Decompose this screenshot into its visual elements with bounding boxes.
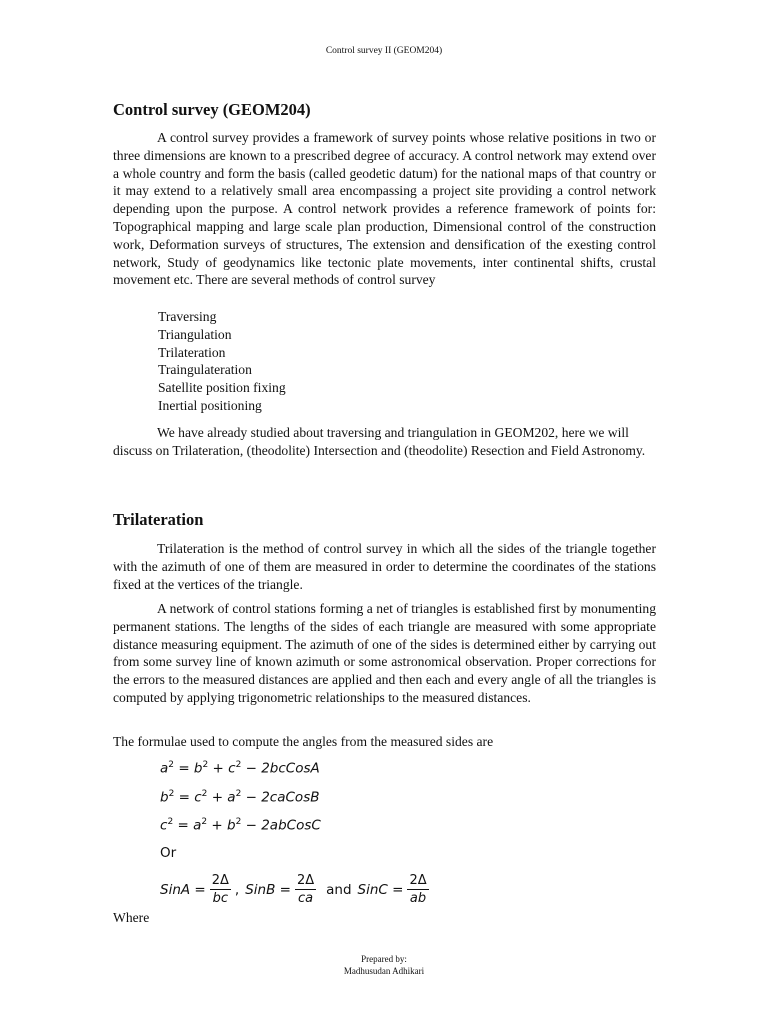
cosine-rule-c: $c^2 = a^2 + b^2$ − 2abCosC bbox=[160, 817, 321, 834]
footer-prepared-by: Prepared by: bbox=[361, 954, 407, 964]
list-item: Satellite position fixing bbox=[158, 380, 286, 396]
sine-formula: SinA = $\frac{2\Delta}{bc}$ , SinB = $\frac{2\Delta}{ca}$ and SinC = $\frac{2\Delta}{ab}$ bbox=[160, 873, 427, 906]
section-title-trilateration: Trilateration bbox=[113, 510, 204, 529]
fraction: $\frac{2\Delta}{bc}$ bbox=[211, 873, 229, 906]
cosine-rule-b: $b^2 = c^2 + a^2$ − 2caCosB bbox=[160, 789, 320, 806]
or-label: Or bbox=[160, 845, 177, 861]
where-label: Where bbox=[113, 910, 150, 925]
intro-paragraph: A control survey provides a framework of survey points whose relative positions in two or three dimensions are known to a prescribed degree of accuracy. A control network may extend over a whole country and form the basis (called geodetic datum) for the national maps of that country or it may extend to a relatively small area encompassing a project site providing a control network depending upon the purpose. A control network provides a reference framework of points for: Topographical mapping and large scale plan production, Dimensional control of the construction work, Deformation surveys of structures, The extension and densification of the exesting control network, Study of geodynamics like tectonic plate movements, inter continental shifts, crustal movement etc. There are several methods of control survey bbox=[113, 130, 656, 288]
fraction: $\frac{2\Delta}{ca}$ bbox=[296, 873, 315, 906]
trilateration-definition: Trilateration is the method of control survey in which all the sides of the triangle together with the azimuth of one of them are measured in order to determine the coordinates of the stations fixed at the vertices of the triangle. bbox=[113, 541, 656, 592]
fraction: $\frac{2\Delta}{ab}$ bbox=[409, 873, 427, 906]
scope-paragraph: We have already studied about traversing and triangulation in GEOM202, here we will discuss on Trilateration, (theodolite) Intersection and (theodolite) Resection and Field Astronomy. bbox=[113, 425, 646, 458]
network-paragraph: A network of control stations forming a net of triangles is established first by monumenting permanent stations. The lengths of the sides of each triangle are measured with some appropriate distance measuring equipment. The azimuth of one of the sides is determined either by carrying out from some survey line of known azimuth or some astronomical observation. Proper corrections for the errors to the measured distances are applied and then each and every angle of all the triangles is computed by applying trigonometric relationships to the measured distances. bbox=[113, 601, 656, 705]
list-item: Traingulateration bbox=[158, 362, 252, 378]
cosine-rule-a: $a^2 = b^2 + c^2$ − 2bcCosA bbox=[160, 760, 320, 777]
section-title-control-survey: Control survey (GEOM204) bbox=[113, 100, 311, 119]
footer-author: Madhusudan Adhikari bbox=[343, 966, 425, 976]
list-item: Triangulation bbox=[158, 326, 232, 342]
list-item: Trilateration bbox=[158, 344, 226, 360]
formula-intro: The formulae used to compute the angles from the measured sides are bbox=[113, 734, 494, 749]
methods-list bbox=[158, 308, 286, 415]
list-item: Inertial positioning bbox=[158, 397, 262, 413]
page-footer bbox=[0, 953, 768, 977]
list-item: Traversing bbox=[158, 309, 217, 324]
running-header: Control survey II (GEOM204) bbox=[325, 46, 443, 56]
